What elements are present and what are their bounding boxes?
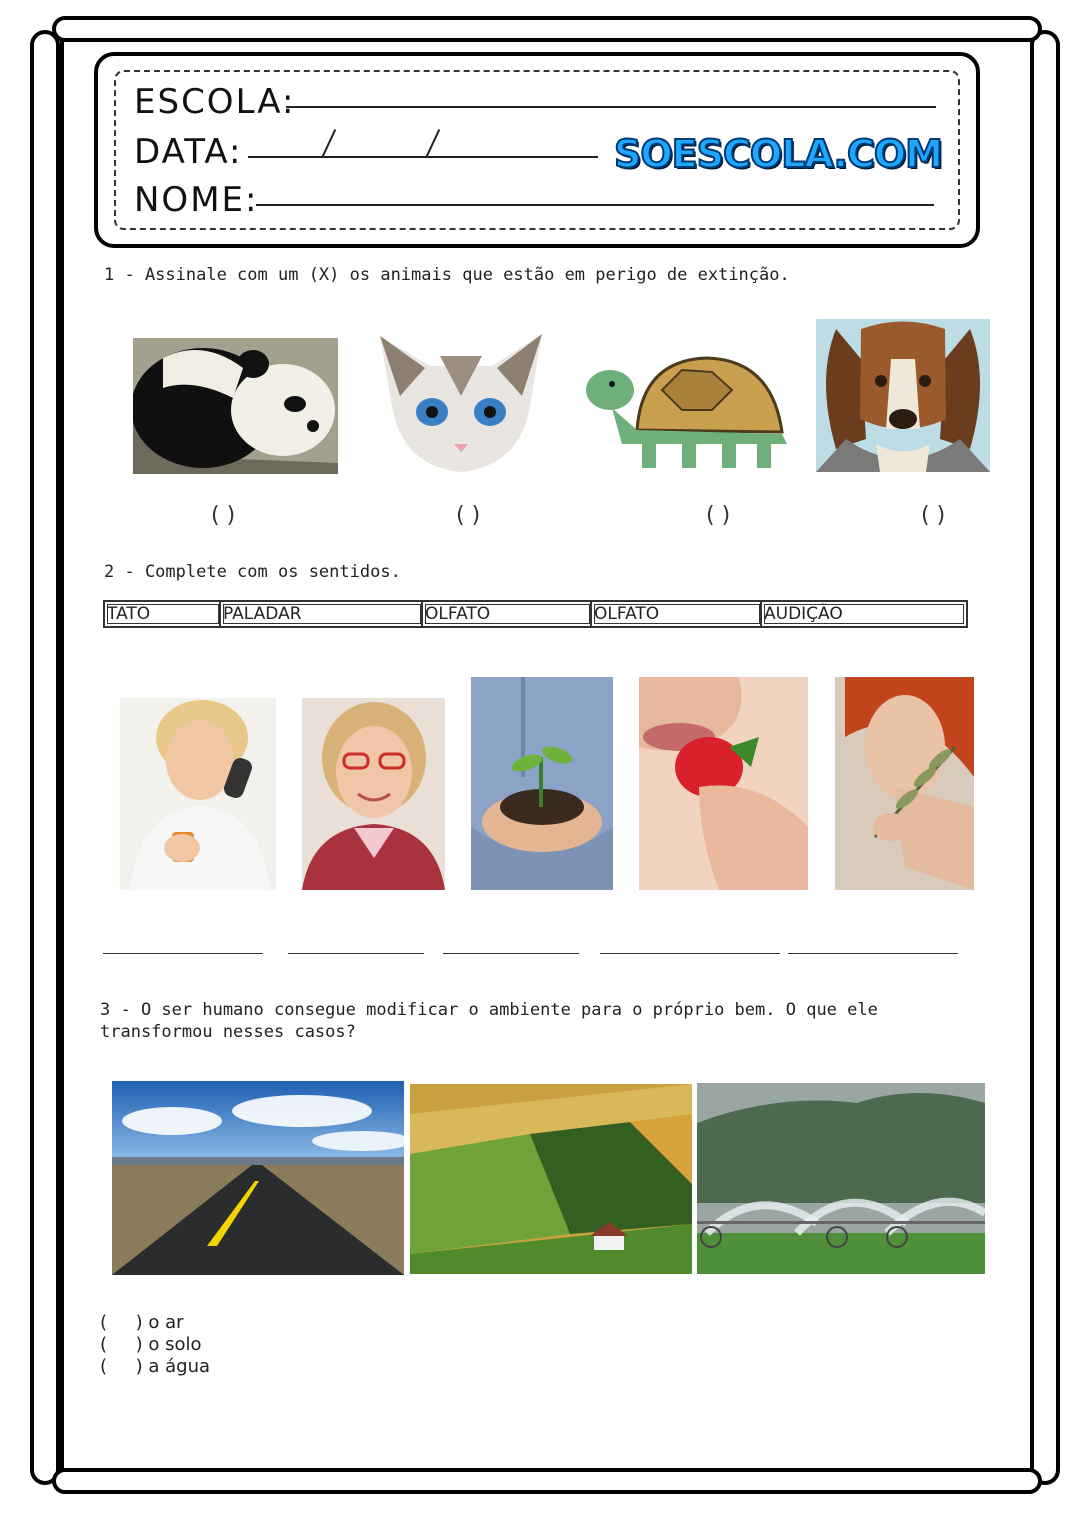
option-agua-label: a água: [148, 1356, 211, 1377]
farm-fields-picture: [410, 1084, 692, 1274]
header-box: [94, 52, 980, 248]
school-line[interactable]: [286, 106, 936, 108]
option-solo[interactable]: [100, 1334, 202, 1355]
sense-cell-3: OLFATO: [423, 602, 592, 626]
option-agua[interactable]: [100, 1356, 210, 1377]
woman-phone-picture: [120, 698, 276, 890]
frame-left-roll: [30, 30, 60, 1485]
sense-answer-line-5[interactable]: [788, 953, 958, 954]
sense-cell-2: PALADAR: [221, 602, 423, 626]
school-label: ESCOLA:: [134, 82, 296, 122]
turtle-picture: [582, 350, 790, 472]
senses-word-bank: [103, 600, 968, 628]
frame-top-roll: [52, 16, 1042, 42]
option-ar-label: o ar: [148, 1312, 184, 1333]
frame-bottom-roll: [52, 1468, 1042, 1494]
checkbox-cat[interactable]: ( ): [456, 503, 481, 528]
panda-picture: [133, 338, 338, 474]
sense-answer-line-3[interactable]: [443, 953, 579, 954]
hands-plant-picture: [471, 677, 613, 890]
woman-ears-picture: [302, 698, 445, 890]
soescola-logo: SOESCOLA.COM: [614, 132, 942, 176]
cat-picture: [370, 326, 552, 474]
sense-answer-line-4[interactable]: [600, 953, 780, 954]
option-solo-label: o solo: [148, 1334, 202, 1355]
question-1-text: 1 - Assinale com um (X) os animais que estão em perigo de extinção.: [104, 265, 790, 285]
sprinkler-irrigation-picture: [697, 1083, 985, 1274]
mouth-strawberry-picture: [639, 677, 808, 890]
option-ar-paren[interactable]: ( ): [100, 1312, 143, 1333]
option-ar[interactable]: [100, 1312, 184, 1333]
sense-cell-4: OLFATO: [592, 602, 762, 626]
question-3-text-line-1: 3 - O ser humano consegue modificar o ambiente para o próprio bem. O que ele: [100, 1000, 878, 1020]
date-line[interactable]: [248, 156, 598, 158]
dog-picture: [816, 319, 990, 472]
sense-answer-line-2[interactable]: [288, 953, 424, 954]
name-line[interactable]: [256, 204, 934, 206]
sense-answer-line-1[interactable]: [103, 953, 263, 954]
date-label: DATA:: [134, 132, 243, 172]
checkbox-dog[interactable]: ( ): [921, 503, 946, 528]
checkbox-panda[interactable]: ( ): [211, 503, 236, 528]
woman-smell-picture: [835, 677, 974, 890]
option-agua-paren[interactable]: ( ): [100, 1356, 143, 1377]
road-picture: [112, 1081, 404, 1275]
name-label: NOME:: [134, 180, 259, 220]
frame-right-roll: [1030, 30, 1060, 1485]
question-2-text: 2 - Complete com os sentidos.: [104, 562, 401, 582]
option-solo-paren[interactable]: ( ): [100, 1334, 143, 1355]
checkbox-turtle[interactable]: ( ): [706, 503, 731, 528]
sense-cell-5: AUDIÇÃO: [762, 602, 966, 626]
sense-cell-1: TATO: [105, 602, 221, 626]
question-3-text-line-2: transformou nesses casos?: [100, 1022, 356, 1042]
